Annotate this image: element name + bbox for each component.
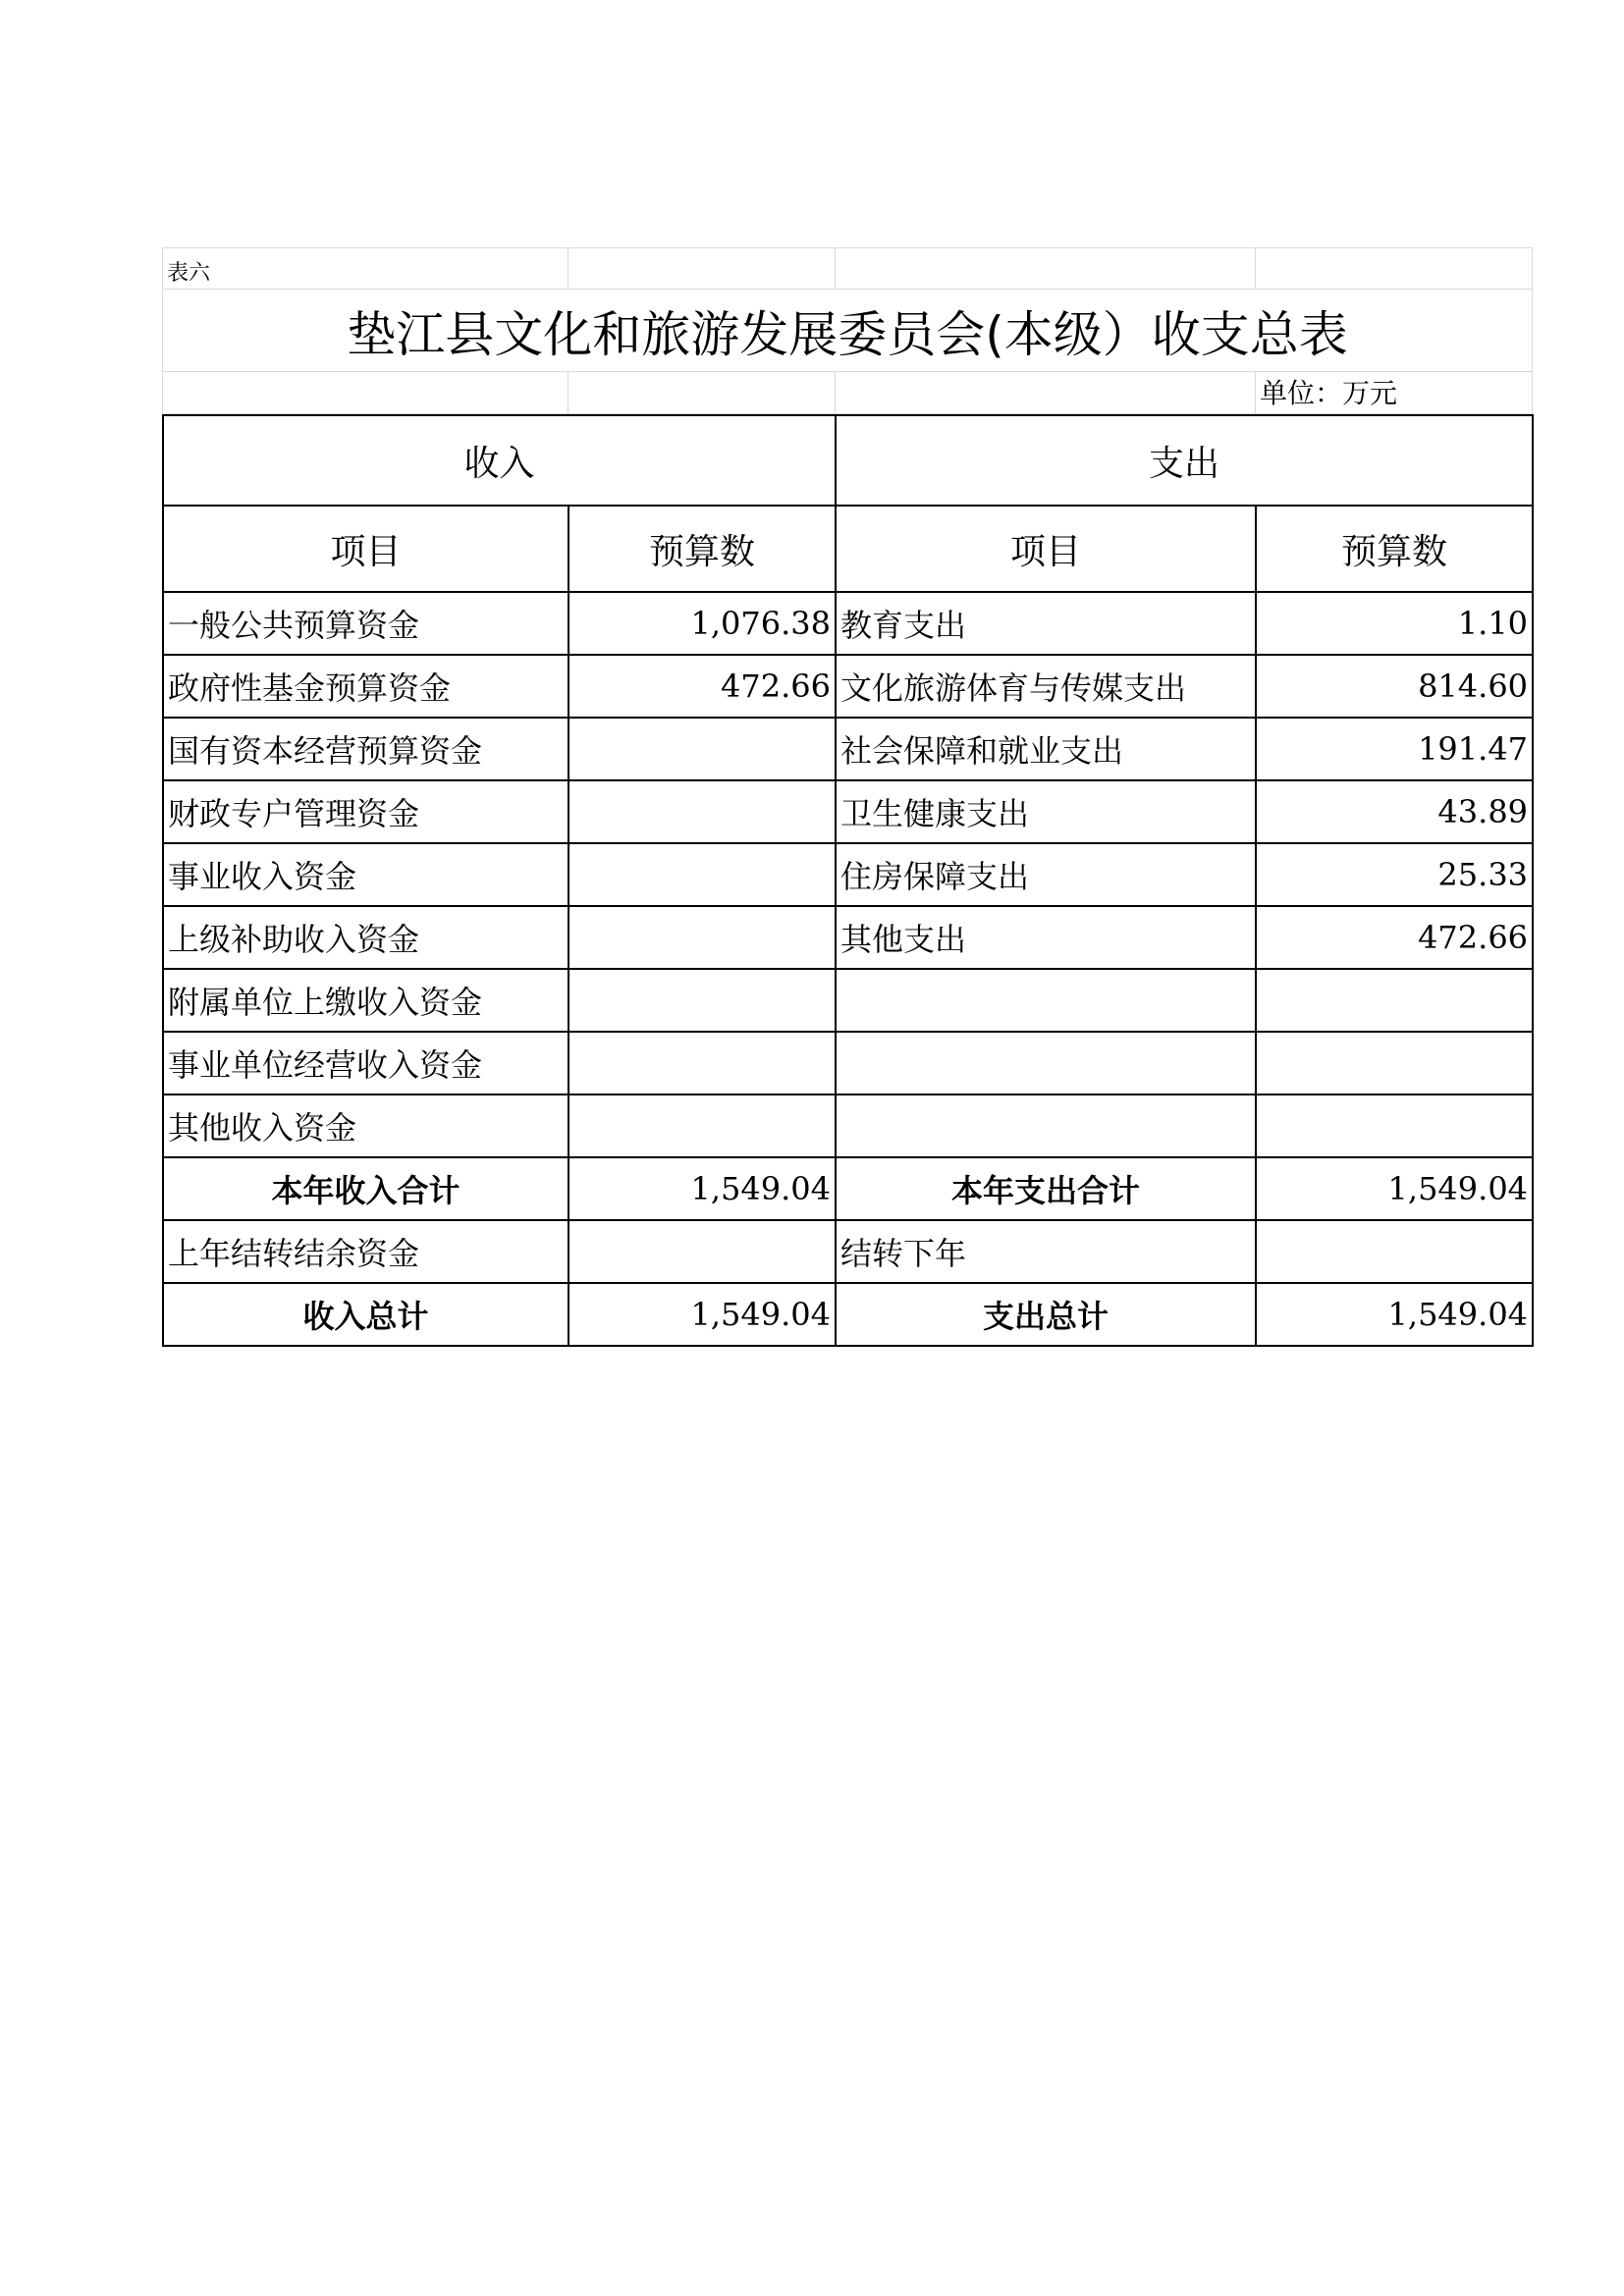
expense-amount-cell [1256, 1032, 1533, 1095]
table-row [163, 718, 1533, 780]
expense-item-cell [836, 1032, 1256, 1095]
income-item-cell: 财政专户管理资金 [163, 780, 568, 843]
income-item-cell: 国有资本经营预算资金 [163, 718, 568, 780]
sheet-header-grid [162, 247, 1533, 414]
income-amount-cell [568, 718, 836, 780]
income-total-amount: 1,549.04 [568, 1283, 836, 1346]
income-item-cell: 其他收入资金 [163, 1095, 568, 1157]
income-carryover-amount [568, 1220, 836, 1283]
unit-label: 单位：万元 [1256, 372, 1533, 414]
table-row [163, 1032, 1533, 1095]
income-amount-cell [568, 969, 836, 1032]
expense-item-header: 项目 [836, 506, 1256, 592]
expense-amount-cell: 25.33 [1256, 843, 1533, 906]
income-amount-cell [568, 780, 836, 843]
expense-item-cell [836, 969, 1256, 1032]
income-amount-cell [568, 843, 836, 906]
income-item-header: 项目 [163, 506, 568, 592]
expense-budget-header: 预算数 [1256, 506, 1533, 592]
income-item-cell: 上级补助收入资金 [163, 906, 568, 969]
income-item-cell: 政府性基金预算资金 [163, 655, 568, 718]
expense-item-cell: 其他支出 [836, 906, 1256, 969]
income-subtotal-amount: 1,549.04 [568, 1157, 836, 1220]
budget-sheet [162, 247, 1532, 1347]
income-amount-cell: 1,076.38 [568, 592, 836, 655]
income-budget-header: 预算数 [568, 506, 836, 592]
total-row [163, 1283, 1533, 1346]
income-subtotal-label: 本年收入合计 [163, 1157, 568, 1220]
subtotal-row [163, 1157, 1533, 1220]
income-amount-cell [568, 1095, 836, 1157]
expense-amount-cell: 43.89 [1256, 780, 1533, 843]
table-row [163, 843, 1533, 906]
expense-item-cell: 社会保障和就业支出 [836, 718, 1256, 780]
expense-amount-cell: 472.66 [1256, 906, 1533, 969]
expense-amount-cell [1256, 969, 1533, 1032]
expense-total-label: 支出总计 [836, 1283, 1256, 1346]
income-total-label: 收入总计 [163, 1283, 568, 1346]
table-row [163, 780, 1533, 843]
table-row [163, 592, 1533, 655]
table-label: 表六 [163, 248, 568, 290]
expense-subtotal-label: 本年支出合计 [836, 1157, 1256, 1220]
income-item-cell: 一般公共预算资金 [163, 592, 568, 655]
income-item-cell: 事业收入资金 [163, 843, 568, 906]
expense-item-cell: 卫生健康支出 [836, 780, 1256, 843]
income-item-cell: 附属单位上缴收入资金 [163, 969, 568, 1032]
expense-subtotal-amount: 1,549.04 [1256, 1157, 1533, 1220]
income-amount-cell: 472.66 [568, 655, 836, 718]
expense-amount-cell: 191.47 [1256, 718, 1533, 780]
expense-carryover-amount [1256, 1220, 1533, 1283]
income-amount-cell [568, 1032, 836, 1095]
income-amount-cell [568, 906, 836, 969]
table-row [163, 969, 1533, 1032]
data-rows [163, 592, 1533, 1157]
table-row [163, 655, 1533, 718]
income-carryover-label: 上年结转结余资金 [163, 1220, 568, 1283]
table-row [163, 906, 1533, 969]
expense-total-amount: 1,549.04 [1256, 1283, 1533, 1346]
expense-amount-cell: 1.10 [1256, 592, 1533, 655]
expense-section-header: 支出 [836, 415, 1533, 506]
income-section-header: 收入 [163, 415, 836, 506]
carryover-row [163, 1220, 1533, 1283]
expense-item-cell: 住房保障支出 [836, 843, 1256, 906]
expense-amount-cell: 814.60 [1256, 655, 1533, 718]
budget-table [162, 414, 1534, 1347]
income-item-cell: 事业单位经营收入资金 [163, 1032, 568, 1095]
page-title: 垫江县文化和旅游发展委员会(本级）收支总表 [163, 290, 1533, 372]
table-row [163, 1095, 1533, 1157]
expense-item-cell: 文化旅游体育与传媒支出 [836, 655, 1256, 718]
expense-item-cell [836, 1095, 1256, 1157]
expense-item-cell: 教育支出 [836, 592, 1256, 655]
expense-amount-cell [1256, 1095, 1533, 1157]
expense-carryover-label: 结转下年 [836, 1220, 1256, 1283]
